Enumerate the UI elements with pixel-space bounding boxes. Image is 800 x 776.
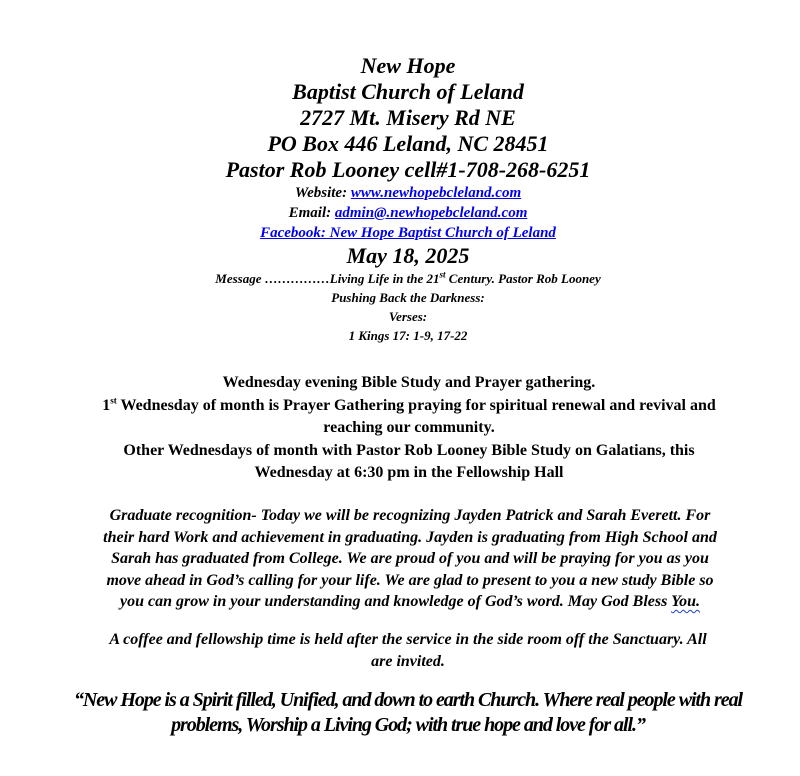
email-link[interactable]: admin@.newhopebcleland.com [334,205,528,221]
sermon-title: Pushing Back the Darkness: [331,290,485,305]
wednesday-line3: reaching our community. [323,419,495,436]
graduate-line3: Sarah has graduated from College. We are proud of you and will be praying for you as you [111,550,709,567]
facebook-link[interactable]: Facebook: New Hope Baptist Church of Leland [260,225,556,241]
message-prefix: Message ……………Living Life in the 21 [215,271,440,286]
graduate-section [62,505,758,613]
verses-reference: 1 Kings 17: 1-9, 17-22 [348,328,468,343]
quote-line2: problems, Worship a Living God; with true hope and love for all.” [171,714,645,736]
street-address: 2727 Mt. Misery Rd NE [300,105,516,130]
wednesday-line2-text: Wednesday of month is Prayer Gathering praying for spiritual renewal and revival and [116,396,716,414]
pastor-contact: Pastor Rob Looney cell#1-708-268-6251 [225,157,591,182]
coffee-line2: are invited. [371,652,445,670]
graduate-line1: Graduate recognition- Today we will be recognizing Jayden Patrick and Sarah Everett. For [109,507,711,524]
website-label: Website: [294,185,351,201]
email-label: Email: [288,205,335,221]
email-line [0,203,800,223]
coffee-section [60,629,756,672]
wednesday-line2 [54,395,764,418]
coffee-line1: A coffee and fellowship time is held after the service in the side room off the Sanctuary. All [109,631,707,648]
quote-line1: “New Hope is a Spirit filled, Unified, and down to earth Church. Where real people with real [73,689,743,711]
graduate-line5 [62,591,758,613]
wednesday-line4: Other Wednesdays of month with Pastor Rob Looney Bible Study on Galatians, this [123,441,695,459]
message-line [0,269,800,288]
graduate-line2: their hard Work and achievement in graduating. Jayden is graduating from High School and [103,528,717,546]
verses-label: Verses: [388,309,428,324]
wednesday-ordinal-suffix: st [110,395,117,406]
church-header [0,53,800,345]
wednesday-section [54,372,764,485]
wednesday-line5: Wednesday at 6:30 pm in the Fellowship Hall [254,464,564,481]
message-ordinal: st [439,269,446,280]
bulletin-date: May 18, 2025 [346,243,470,268]
spellcheck-marked-word: You. [671,593,700,610]
graduate-line5-text: you can grow in your understanding and knowledge of God’s word. May God Bless [120,593,672,610]
website-line [0,183,800,203]
church-name-line2: Baptist Church of Leland [292,79,524,104]
message-suffix: Century. Pastor Rob Looney [445,271,601,286]
po-box-address: PO Box 446 Leland, NC 28451 [267,131,549,156]
facebook-line [0,223,800,243]
church-name-line1: New Hope [360,53,456,78]
church-motto-quote [24,688,792,738]
wednesday-line1: Wednesday evening Bible Study and Prayer gathering. [222,374,596,391]
graduate-line4: move ahead in God’s calling for your life. We are glad to present to you a new study Bible so [106,571,714,589]
wednesday-ordinal-number: 1 [102,396,111,414]
website-link[interactable]: www.newhopebcleland.com [350,185,522,201]
